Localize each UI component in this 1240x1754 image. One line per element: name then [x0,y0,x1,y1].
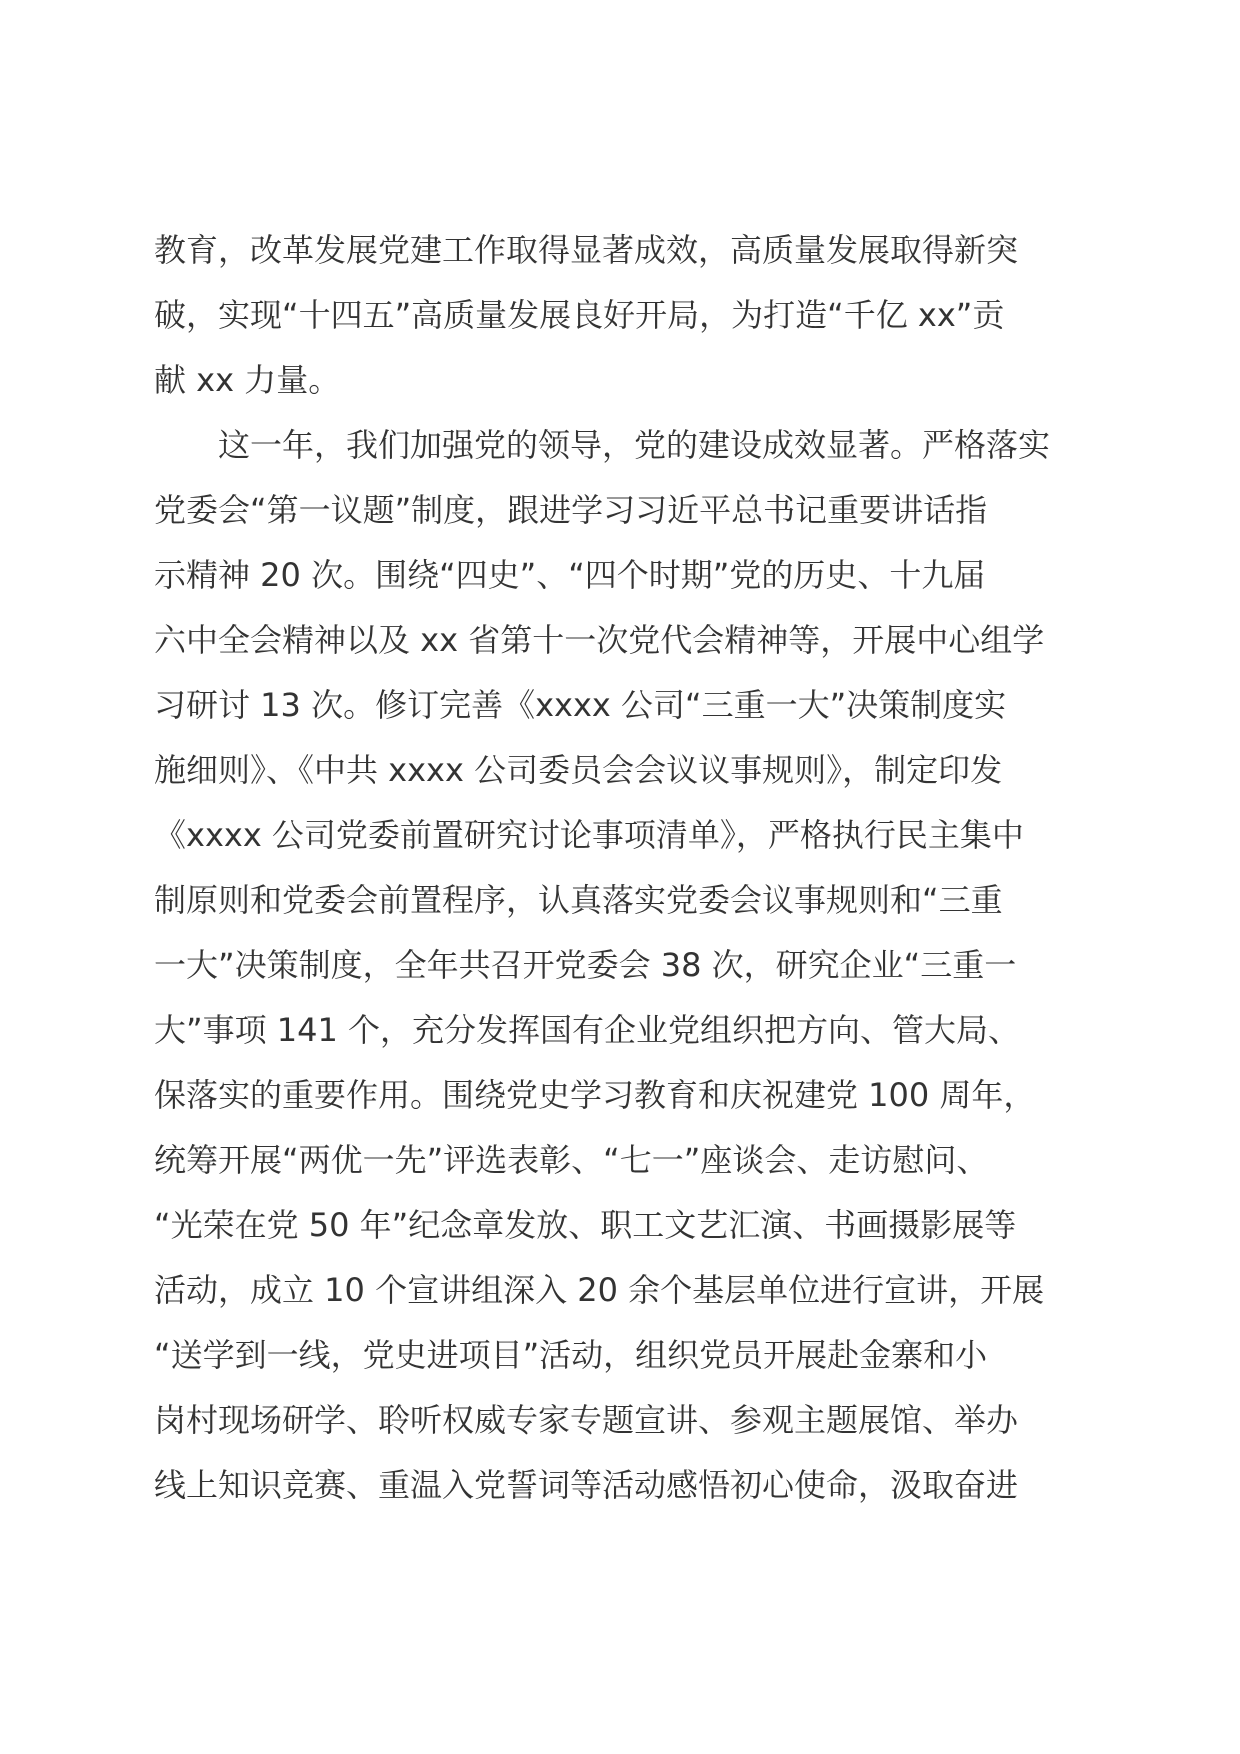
text-line: 党委会“第一议题”制度，跟进学习习近平总书记重要讲话指 [154,491,988,529]
text-line: 《xxxx 公司党委前置研究讨论事项清单》，严格执行民主集中 [154,816,1024,854]
text-line: 献 xx 力量。 [154,361,341,399]
text-line: 一大”决策制度，全年共召开党委会 38 次，研究企业“三重一 [154,946,1017,984]
text-line: 示精神 20 次。围绕“四史”、“四个时期”党的历史、十九届 [154,556,986,594]
text-line: 岗村现场研学、聆听权威专家专题宣讲、参观主题展馆、举办 [154,1401,1019,1439]
text-line: 制原则和党委会前置程序，认真落实党委会议事规则和“三重 [154,881,1003,919]
text-line: 活动，成立 10 个宣讲组深入 20 余个基层单位进行宣讲，开展 [154,1271,1045,1309]
text-line: 教育，改革发展党建工作取得显著成效，高质量发展取得新突 [154,231,1019,269]
text-line: 保落实的重要作用。围绕党史学习教育和庆祝建党 100 周年， [154,1076,1036,1114]
paragraph-start-line: 这一年，我们加强党的领导，党的建设成效显著。严格落实 [154,426,1051,464]
text-line: 线上知识竞赛、重温入党誓词等活动感悟初心使命，汲取奋进 [154,1466,1019,1504]
text-line: “光荣在党 50 年”纪念章发放、职工文艺汇演、书画摄影展等 [154,1206,1017,1244]
text-line: 六中全会精神以及 xx 省第十一次党代会精神等，开展中心组学 [154,621,1045,659]
body-paragraphs [154,218,1094,1518]
text-line: 大”事项 141 个，充分发挥国有企业党组织把方向、管大局、 [154,1011,1021,1049]
text-line: 统筹开展“两优一先”评选表彰、“七一”座谈会、走访慰问、 [154,1141,989,1179]
text-line: “送学到一线，党史进项目”活动，组织党员开展赴金寨和小 [154,1336,988,1374]
text-line: 破，实现“十四五”高质量发展良好开局，为打造“千亿 xx”贡 [154,296,1005,334]
text-line: 习研讨 13 次。修订完善《xxxx 公司“三重一大”决策制度实 [154,686,1007,724]
text-line: 施细则》、《中共 xxxx 公司委员会会议议事规则》，制定印发 [154,751,1003,789]
